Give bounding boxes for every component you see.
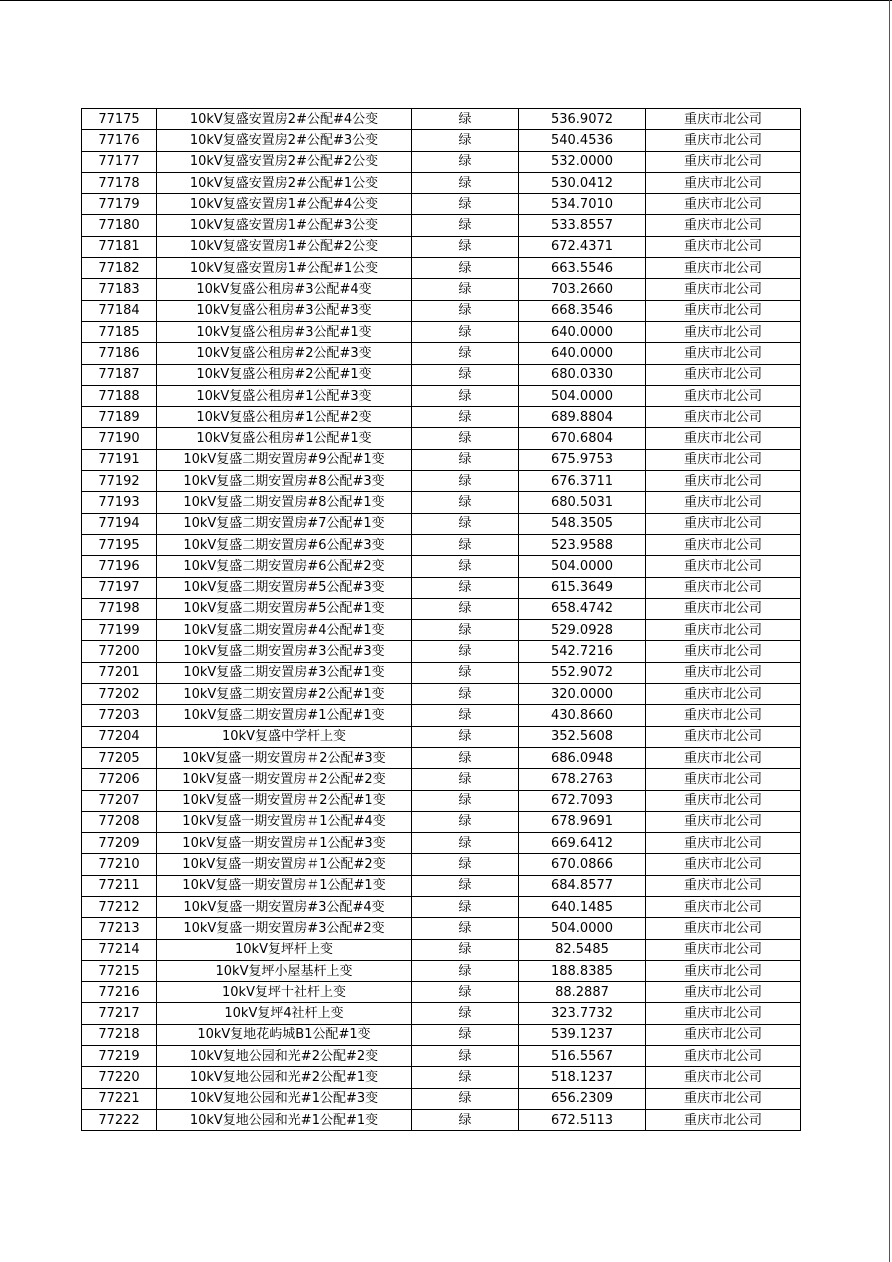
- value-cell: 680.5031: [519, 492, 646, 513]
- value-cell: 504.0000: [519, 385, 646, 406]
- value-cell: 532.0000: [519, 151, 646, 172]
- table-row: [82, 172, 801, 193]
- status-cell: 绿: [412, 1067, 519, 1088]
- table-row: [82, 1003, 801, 1024]
- transformer-name-cell: 10kV复盛公租房#2公配#3变: [157, 343, 412, 364]
- row-id-cell: 77182: [82, 258, 157, 279]
- transformer-name-cell: 10kV复盛公租房#1公配#3变: [157, 385, 412, 406]
- row-id-cell: 77209: [82, 833, 157, 854]
- company-cell: 重庆市北公司: [646, 151, 801, 172]
- transformer-name-cell: 10kV复盛安置房2#公配#4公变: [157, 109, 412, 130]
- transformer-name-cell: 10kV复坪4社杆上变: [157, 1003, 412, 1024]
- transformer-name-cell: 10kV复盛二期安置房#6公配#3变: [157, 534, 412, 555]
- row-id-cell: 77196: [82, 556, 157, 577]
- table-row: [82, 662, 801, 683]
- transformer-name-cell: 10kV复盛二期安置房#9公配#1变: [157, 449, 412, 470]
- table-row: [82, 471, 801, 492]
- company-cell: 重庆市北公司: [646, 896, 801, 917]
- company-cell: 重庆市北公司: [646, 172, 801, 193]
- table-row: [82, 407, 801, 428]
- transformer-name-cell: 10kV复盛二期安置房#3公配#1变: [157, 662, 412, 683]
- status-cell: 绿: [412, 279, 519, 300]
- table-row: [82, 449, 801, 470]
- value-cell: 675.9753: [519, 449, 646, 470]
- value-cell: 539.1237: [519, 1024, 646, 1045]
- status-cell: 绿: [412, 1088, 519, 1109]
- company-cell: 重庆市北公司: [646, 449, 801, 470]
- table-row: [82, 726, 801, 747]
- status-cell: 绿: [412, 215, 519, 236]
- table-row: [82, 982, 801, 1003]
- row-id-cell: 77201: [82, 662, 157, 683]
- row-id-cell: 77193: [82, 492, 157, 513]
- table-row: [82, 194, 801, 215]
- transformer-name-cell: 10kV复地公园和光#1公配#3变: [157, 1088, 412, 1109]
- company-cell: 重庆市北公司: [646, 300, 801, 321]
- table-row: [82, 130, 801, 151]
- row-id-cell: 77181: [82, 236, 157, 257]
- value-cell: 668.3546: [519, 300, 646, 321]
- company-cell: 重庆市北公司: [646, 1088, 801, 1109]
- row-id-cell: 77198: [82, 598, 157, 619]
- table-row: [82, 705, 801, 726]
- value-cell: 516.5567: [519, 1046, 646, 1067]
- value-cell: 672.4371: [519, 236, 646, 257]
- table-row: [82, 556, 801, 577]
- value-cell: 518.1237: [519, 1067, 646, 1088]
- value-cell: 540.4536: [519, 130, 646, 151]
- value-cell: 672.5113: [519, 1109, 646, 1130]
- value-cell: 640.0000: [519, 343, 646, 364]
- table-body: [82, 109, 801, 1131]
- transformer-name-cell: 10kV复盛二期安置房#7公配#1变: [157, 513, 412, 534]
- table-row: [82, 875, 801, 896]
- table-row: [82, 790, 801, 811]
- value-cell: 504.0000: [519, 556, 646, 577]
- row-id-cell: 77220: [82, 1067, 157, 1088]
- value-cell: 640.1485: [519, 896, 646, 917]
- transformer-name-cell: 10kV复盛中学杆上变: [157, 726, 412, 747]
- row-id-cell: 77199: [82, 620, 157, 641]
- value-cell: 188.8385: [519, 960, 646, 981]
- company-cell: 重庆市北公司: [646, 875, 801, 896]
- value-cell: 680.0330: [519, 364, 646, 385]
- row-id-cell: 77211: [82, 875, 157, 896]
- transformer-name-cell: 10kV复盛一期安置房＃2公配#1变: [157, 790, 412, 811]
- table-row: [82, 598, 801, 619]
- transformer-name-cell: 10kV复盛安置房1#公配#2公变: [157, 236, 412, 257]
- value-cell: 703.2660: [519, 279, 646, 300]
- table-row: [82, 492, 801, 513]
- company-cell: 重庆市北公司: [646, 960, 801, 981]
- company-cell: 重庆市北公司: [646, 854, 801, 875]
- transformer-name-cell: 10kV复盛一期安置房#3公配#4变: [157, 896, 412, 917]
- table-row: [82, 918, 801, 939]
- page-top-border: [0, 0, 892, 1]
- company-cell: 重庆市北公司: [646, 662, 801, 683]
- company-cell: 重庆市北公司: [646, 407, 801, 428]
- value-cell: 542.7216: [519, 641, 646, 662]
- table-row: [82, 1088, 801, 1109]
- status-cell: 绿: [412, 577, 519, 598]
- status-cell: 绿: [412, 236, 519, 257]
- status-cell: 绿: [412, 364, 519, 385]
- transformer-name-cell: 10kV复盛二期安置房#5公配#3变: [157, 577, 412, 598]
- table-row: [82, 854, 801, 875]
- status-cell: 绿: [412, 513, 519, 534]
- company-cell: 重庆市北公司: [646, 258, 801, 279]
- transformer-name-cell: 10kV复坪小屋基杆上变: [157, 960, 412, 981]
- company-cell: 重庆市北公司: [646, 577, 801, 598]
- value-cell: 669.6412: [519, 833, 646, 854]
- value-cell: 640.0000: [519, 321, 646, 342]
- table-row: [82, 896, 801, 917]
- transformer-name-cell: 10kV复盛公租房#3公配#3变: [157, 300, 412, 321]
- status-cell: 绿: [412, 875, 519, 896]
- status-cell: 绿: [412, 492, 519, 513]
- status-cell: 绿: [412, 151, 519, 172]
- row-id-cell: 77180: [82, 215, 157, 236]
- company-cell: 重庆市北公司: [646, 705, 801, 726]
- value-cell: 615.3649: [519, 577, 646, 598]
- status-cell: 绿: [412, 300, 519, 321]
- table-row: [82, 513, 801, 534]
- status-cell: 绿: [412, 939, 519, 960]
- table-row: [82, 258, 801, 279]
- table-row: [82, 300, 801, 321]
- row-id-cell: 77186: [82, 343, 157, 364]
- row-id-cell: 77190: [82, 428, 157, 449]
- company-cell: 重庆市北公司: [646, 918, 801, 939]
- value-cell: 320.0000: [519, 684, 646, 705]
- row-id-cell: 77203: [82, 705, 157, 726]
- status-cell: 绿: [412, 684, 519, 705]
- transformer-name-cell: 10kV复地花屿城B1公配#1变: [157, 1024, 412, 1045]
- transformer-name-cell: 10kV复盛一期安置房＃1公配#4变: [157, 811, 412, 832]
- row-id-cell: 77177: [82, 151, 157, 172]
- row-id-cell: 77204: [82, 726, 157, 747]
- company-cell: 重庆市北公司: [646, 1003, 801, 1024]
- status-cell: 绿: [412, 1024, 519, 1045]
- row-id-cell: 77176: [82, 130, 157, 151]
- row-id-cell: 77197: [82, 577, 157, 598]
- transformer-name-cell: 10kV复盛二期安置房#8公配#3变: [157, 471, 412, 492]
- value-cell: 323.7732: [519, 1003, 646, 1024]
- table-row: [82, 215, 801, 236]
- transformer-name-cell: 10kV复盛二期安置房#4公配#1变: [157, 620, 412, 641]
- table-row: [82, 833, 801, 854]
- table-row: [82, 364, 801, 385]
- data-table: [81, 108, 801, 1131]
- status-cell: 绿: [412, 471, 519, 492]
- row-id-cell: 77215: [82, 960, 157, 981]
- value-cell: 676.3711: [519, 471, 646, 492]
- row-id-cell: 77219: [82, 1046, 157, 1067]
- value-cell: 533.8557: [519, 215, 646, 236]
- row-id-cell: 77213: [82, 918, 157, 939]
- table-row: [82, 534, 801, 555]
- table-row: [82, 236, 801, 257]
- value-cell: 534.7010: [519, 194, 646, 215]
- row-id-cell: 77217: [82, 1003, 157, 1024]
- value-cell: 686.0948: [519, 747, 646, 768]
- company-cell: 重庆市北公司: [646, 236, 801, 257]
- transformer-name-cell: 10kV复盛安置房2#公配#2公变: [157, 151, 412, 172]
- company-cell: 重庆市北公司: [646, 109, 801, 130]
- value-cell: 523.9588: [519, 534, 646, 555]
- row-id-cell: 77216: [82, 982, 157, 1003]
- transformer-name-cell: 10kV复盛安置房1#公配#3公变: [157, 215, 412, 236]
- value-cell: 88.2887: [519, 982, 646, 1003]
- transformer-name-cell: 10kV复盛公租房#2公配#1变: [157, 364, 412, 385]
- row-id-cell: 77191: [82, 449, 157, 470]
- status-cell: 绿: [412, 449, 519, 470]
- row-id-cell: 77178: [82, 172, 157, 193]
- transformer-name-cell: 10kV复盛安置房1#公配#4公变: [157, 194, 412, 215]
- company-cell: 重庆市北公司: [646, 790, 801, 811]
- table-row: [82, 343, 801, 364]
- row-id-cell: 77221: [82, 1088, 157, 1109]
- table-row: [82, 279, 801, 300]
- transformer-name-cell: 10kV复盛二期安置房#8公配#1变: [157, 492, 412, 513]
- row-id-cell: 77175: [82, 109, 157, 130]
- value-cell: 663.5546: [519, 258, 646, 279]
- value-cell: 678.2763: [519, 769, 646, 790]
- status-cell: 绿: [412, 620, 519, 641]
- status-cell: 绿: [412, 854, 519, 875]
- status-cell: 绿: [412, 1109, 519, 1130]
- table-row: [82, 684, 801, 705]
- table-row: [82, 1067, 801, 1088]
- status-cell: 绿: [412, 641, 519, 662]
- company-cell: 重庆市北公司: [646, 1067, 801, 1088]
- transformer-name-cell: 10kV复坪杆上变: [157, 939, 412, 960]
- transformer-name-cell: 10kV复盛一期安置房＃1公配#3变: [157, 833, 412, 854]
- company-cell: 重庆市北公司: [646, 769, 801, 790]
- status-cell: 绿: [412, 109, 519, 130]
- row-id-cell: 77184: [82, 300, 157, 321]
- transformer-name-cell: 10kV复盛一期安置房＃2公配#3变: [157, 747, 412, 768]
- status-cell: 绿: [412, 662, 519, 683]
- row-id-cell: 77207: [82, 790, 157, 811]
- value-cell: 536.9072: [519, 109, 646, 130]
- value-cell: 684.8577: [519, 875, 646, 896]
- company-cell: 重庆市北公司: [646, 833, 801, 854]
- transformer-name-cell: 10kV复盛公租房#3公配#4变: [157, 279, 412, 300]
- row-id-cell: 77187: [82, 364, 157, 385]
- value-cell: 82.5485: [519, 939, 646, 960]
- company-cell: 重庆市北公司: [646, 641, 801, 662]
- status-cell: 绿: [412, 428, 519, 449]
- status-cell: 绿: [412, 960, 519, 981]
- row-id-cell: 77192: [82, 471, 157, 492]
- row-id-cell: 77206: [82, 769, 157, 790]
- company-cell: 重庆市北公司: [646, 684, 801, 705]
- value-cell: 689.8804: [519, 407, 646, 428]
- company-cell: 重庆市北公司: [646, 343, 801, 364]
- status-cell: 绿: [412, 790, 519, 811]
- table-row: [82, 939, 801, 960]
- value-cell: 504.0000: [519, 918, 646, 939]
- company-cell: 重庆市北公司: [646, 513, 801, 534]
- table-row: [82, 811, 801, 832]
- row-id-cell: 77185: [82, 321, 157, 342]
- value-cell: 656.2309: [519, 1088, 646, 1109]
- company-cell: 重庆市北公司: [646, 811, 801, 832]
- transformer-name-cell: 10kV复地公园和光#2公配#2变: [157, 1046, 412, 1067]
- transformer-name-cell: 10kV复盛一期安置房＃1公配#1变: [157, 875, 412, 896]
- value-cell: 678.9691: [519, 811, 646, 832]
- status-cell: 绿: [412, 726, 519, 747]
- status-cell: 绿: [412, 1003, 519, 1024]
- status-cell: 绿: [412, 343, 519, 364]
- transformer-name-cell: 10kV复盛二期安置房#1公配#1变: [157, 705, 412, 726]
- status-cell: 绿: [412, 258, 519, 279]
- transformer-name-cell: 10kV复盛公租房#1公配#2变: [157, 407, 412, 428]
- transformer-name-cell: 10kV复盛安置房2#公配#3公变: [157, 130, 412, 151]
- transformer-name-cell: 10kV复盛一期安置房＃2公配#2变: [157, 769, 412, 790]
- company-cell: 重庆市北公司: [646, 130, 801, 151]
- company-cell: 重庆市北公司: [646, 598, 801, 619]
- status-cell: 绿: [412, 598, 519, 619]
- status-cell: 绿: [412, 918, 519, 939]
- row-id-cell: 77212: [82, 896, 157, 917]
- value-cell: 430.8660: [519, 705, 646, 726]
- table-row: [82, 620, 801, 641]
- value-cell: 658.4742: [519, 598, 646, 619]
- status-cell: 绿: [412, 811, 519, 832]
- company-cell: 重庆市北公司: [646, 982, 801, 1003]
- status-cell: 绿: [412, 385, 519, 406]
- row-id-cell: 77183: [82, 279, 157, 300]
- transformer-name-cell: 10kV复盛公租房#1公配#1变: [157, 428, 412, 449]
- company-cell: 重庆市北公司: [646, 194, 801, 215]
- company-cell: 重庆市北公司: [646, 428, 801, 449]
- status-cell: 绿: [412, 194, 519, 215]
- company-cell: 重庆市北公司: [646, 471, 801, 492]
- transformer-name-cell: 10kV复盛安置房1#公配#1公变: [157, 258, 412, 279]
- row-id-cell: 77179: [82, 194, 157, 215]
- status-cell: 绿: [412, 982, 519, 1003]
- value-cell: 548.3505: [519, 513, 646, 534]
- row-id-cell: 77210: [82, 854, 157, 875]
- value-cell: 670.0866: [519, 854, 646, 875]
- row-id-cell: 77200: [82, 641, 157, 662]
- row-id-cell: 77205: [82, 747, 157, 768]
- status-cell: 绿: [412, 407, 519, 428]
- table-row: [82, 747, 801, 768]
- row-id-cell: 77202: [82, 684, 157, 705]
- transformer-name-cell: 10kV复盛二期安置房#2公配#1变: [157, 684, 412, 705]
- transformer-name-cell: 10kV复坪十社杆上变: [157, 982, 412, 1003]
- company-cell: 重庆市北公司: [646, 321, 801, 342]
- table-row: [82, 428, 801, 449]
- status-cell: 绿: [412, 705, 519, 726]
- transformer-name-cell: 10kV复地公园和光#2公配#1变: [157, 1067, 412, 1088]
- value-cell: 352.5608: [519, 726, 646, 747]
- table-row: [82, 960, 801, 981]
- row-id-cell: 77195: [82, 534, 157, 555]
- company-cell: 重庆市北公司: [646, 492, 801, 513]
- status-cell: 绿: [412, 321, 519, 342]
- transformer-name-cell: 10kV复盛二期安置房#6公配#2变: [157, 556, 412, 577]
- table-row: [82, 577, 801, 598]
- value-cell: 670.6804: [519, 428, 646, 449]
- status-cell: 绿: [412, 172, 519, 193]
- status-cell: 绿: [412, 747, 519, 768]
- status-cell: 绿: [412, 833, 519, 854]
- value-cell: 529.0928: [519, 620, 646, 641]
- status-cell: 绿: [412, 769, 519, 790]
- company-cell: 重庆市北公司: [646, 385, 801, 406]
- company-cell: 重庆市北公司: [646, 1024, 801, 1045]
- transformer-name-cell: 10kV复盛公租房#3公配#1变: [157, 321, 412, 342]
- company-cell: 重庆市北公司: [646, 215, 801, 236]
- company-cell: 重庆市北公司: [646, 747, 801, 768]
- status-cell: 绿: [412, 534, 519, 555]
- row-id-cell: 77189: [82, 407, 157, 428]
- company-cell: 重庆市北公司: [646, 1109, 801, 1130]
- table-row: [82, 151, 801, 172]
- row-id-cell: 77214: [82, 939, 157, 960]
- transformer-name-cell: 10kV复地公园和光#1公配#1变: [157, 1109, 412, 1130]
- value-cell: 530.0412: [519, 172, 646, 193]
- row-id-cell: 77188: [82, 385, 157, 406]
- table-row: [82, 321, 801, 342]
- value-cell: 552.9072: [519, 662, 646, 683]
- status-cell: 绿: [412, 896, 519, 917]
- status-cell: 绿: [412, 1046, 519, 1067]
- transformer-name-cell: 10kV复盛二期安置房#3公配#3变: [157, 641, 412, 662]
- company-cell: 重庆市北公司: [646, 620, 801, 641]
- company-cell: 重庆市北公司: [646, 279, 801, 300]
- table-row: [82, 769, 801, 790]
- transformer-name-cell: 10kV复盛二期安置房#5公配#1变: [157, 598, 412, 619]
- company-cell: 重庆市北公司: [646, 939, 801, 960]
- value-cell: 672.7093: [519, 790, 646, 811]
- table-row: [82, 1024, 801, 1045]
- transformer-name-cell: 10kV复盛安置房2#公配#1公变: [157, 172, 412, 193]
- company-cell: 重庆市北公司: [646, 726, 801, 747]
- status-cell: 绿: [412, 556, 519, 577]
- row-id-cell: 77208: [82, 811, 157, 832]
- company-cell: 重庆市北公司: [646, 534, 801, 555]
- row-id-cell: 77218: [82, 1024, 157, 1045]
- transformer-name-cell: 10kV复盛一期安置房#3公配#2变: [157, 918, 412, 939]
- table-row: [82, 385, 801, 406]
- status-cell: 绿: [412, 130, 519, 151]
- page-right-border: [889, 0, 890, 1262]
- row-id-cell: 77222: [82, 1109, 157, 1130]
- table-row: [82, 1046, 801, 1067]
- row-id-cell: 77194: [82, 513, 157, 534]
- company-cell: 重庆市北公司: [646, 556, 801, 577]
- table-row: [82, 109, 801, 130]
- transformer-name-cell: 10kV复盛一期安置房＃1公配#2变: [157, 854, 412, 875]
- table-row: [82, 641, 801, 662]
- table-row: [82, 1109, 801, 1130]
- company-cell: 重庆市北公司: [646, 1046, 801, 1067]
- company-cell: 重庆市北公司: [646, 364, 801, 385]
